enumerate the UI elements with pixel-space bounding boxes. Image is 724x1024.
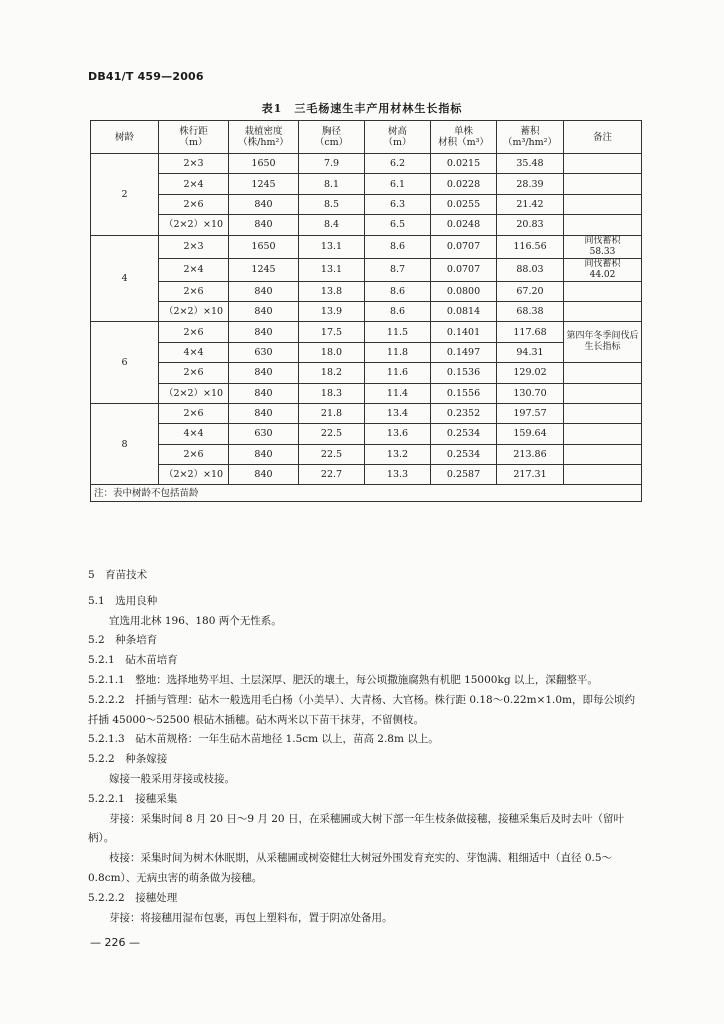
table-row (91, 465, 642, 485)
density-cell: 1245 (229, 258, 299, 281)
density-cell: 630 (229, 342, 299, 362)
remark-cell (564, 363, 642, 383)
density-cell: 840 (229, 215, 299, 235)
height-cell: 6.3 (365, 194, 431, 214)
density-cell: 840 (229, 281, 299, 301)
header-spacing: 株行距 （m） (159, 121, 229, 154)
stock-cell: 130.70 (497, 383, 564, 403)
section-5-2-2-2-title: 5.2.2.2 接穗处理 (88, 891, 178, 904)
volume-cell: 0.0707 (431, 258, 497, 281)
section-5-2-2-2-bud-grafting: 芽接：将接穗用湿布包裹，再包上塑料布，置于阴凉处备用。 (109, 911, 393, 924)
remark-cell (564, 383, 642, 403)
table-row (91, 403, 642, 423)
spacing-cell: （2×2）×10 (159, 215, 229, 235)
stock-cell: 28.39 (497, 174, 564, 194)
density-cell: 840 (229, 194, 299, 214)
dbh-cell: 8.1 (299, 174, 365, 194)
header-age: 树龄 (91, 121, 159, 154)
stock-cell: 20.83 (497, 215, 564, 235)
section-5-2-2-1-bud-grafting: 芽接：采集时间 8 月 20 日～9 月 20 日，在采穗圃或大树下部一年生枝条做接穗，接穗采集后及时去叶（留叶柄）。 (88, 812, 624, 845)
table-note: 注：表中树龄不包括苗龄 (91, 485, 642, 502)
section-5-2-1-title: 5.2.1 砧木苗培育 (88, 654, 178, 667)
density-cell: 1650 (229, 154, 299, 174)
remark-cell (564, 424, 642, 444)
age-cell: 6 (91, 322, 159, 404)
height-cell: 8.6 (365, 281, 431, 301)
header-dbh: 胸径 （cm） (299, 121, 365, 154)
dbh-cell: 18.3 (299, 383, 365, 403)
spacing-cell: 2×6 (159, 322, 229, 342)
height-cell: 13.4 (365, 403, 431, 423)
dbh-cell: 21.8 (299, 403, 365, 423)
table-row (91, 174, 642, 194)
spacing-cell: 2×4 (159, 258, 229, 281)
body-text (88, 562, 644, 928)
volume-cell: 0.0215 (431, 154, 497, 174)
table-row (91, 444, 642, 464)
height-cell: 11.8 (365, 342, 431, 362)
table-row (91, 363, 642, 383)
volume-cell: 0.0228 (431, 174, 497, 194)
section-5-1-text: 宜选用北林 196、180 两个无性系。 (109, 614, 282, 627)
section-5-2-2-title: 5.2.2 种条嫁接 (88, 753, 168, 766)
section-5-2-1-1: 5.2.1.1 整地：选择地势平坦、土层深厚、肥沃的壤土，每公顷撒施腐熟有机肥 15000kg 以上，深翻整平。 (88, 673, 598, 686)
remark-cell: 间伐蓄积 44.02 (564, 258, 642, 281)
remark-cell: 第四年冬季间伐后生长指标 (564, 322, 642, 363)
stock-cell: 88.03 (497, 258, 564, 281)
height-cell: 6.5 (365, 215, 431, 235)
height-cell: 11.4 (365, 383, 431, 403)
section-5-2-title: 5.2 种条培育 (88, 634, 158, 647)
spacing-cell: 4×4 (159, 424, 229, 444)
spacing-cell: 2×6 (159, 194, 229, 214)
table-row (91, 342, 642, 362)
height-cell: 8.7 (365, 258, 431, 281)
table-header-row (91, 121, 642, 154)
volume-cell: 0.2534 (431, 444, 497, 464)
volume-cell: 0.2587 (431, 465, 497, 485)
age-cell: 8 (91, 403, 159, 485)
spacing-cell: 2×4 (159, 174, 229, 194)
height-cell: 13.6 (365, 424, 431, 444)
remark-cell (564, 194, 642, 214)
remark-cell (564, 154, 642, 174)
spacing-cell: 2×6 (159, 363, 229, 383)
height-cell: 6.2 (365, 154, 431, 174)
table-row (91, 424, 642, 444)
table-row (91, 322, 642, 342)
table-note-row (91, 485, 642, 502)
density-cell: 840 (229, 322, 299, 342)
density-cell: 840 (229, 444, 299, 464)
section-5-1-title: 5.1 选用良种 (88, 594, 158, 607)
standard-code: DB41/T 459—2006 (88, 70, 204, 83)
stock-cell: 197.57 (497, 403, 564, 423)
density-cell: 1650 (229, 235, 299, 258)
table-caption: 表1 三毛杨速生丰产用材林生长指标 (261, 102, 463, 115)
age-cell: 4 (91, 235, 159, 322)
remark-cell (564, 301, 642, 321)
dbh-cell: 18.0 (299, 342, 365, 362)
spacing-cell: （2×2）×10 (159, 301, 229, 321)
remark-cell: 间伐蓄积 58.33 (564, 235, 642, 258)
density-cell: 840 (229, 363, 299, 383)
dbh-cell: 17.5 (299, 322, 365, 342)
volume-cell: 0.1536 (431, 363, 497, 383)
table-row (91, 258, 642, 281)
header-density: 栽植密度 （株/hm²） (229, 121, 299, 154)
section-5-2-2-2-planting: 5.2.2.2 扦插与管理：砧木一般选用毛白杨（小美旱）、大青杨、大官杨。株行距 0.18～0.22m×1.0m，即每公顷约扦插 45000～52500 根砧木插穗。砧木两米以下苗干抹芽，不留侧枝。 (88, 693, 635, 726)
height-cell: 11.6 (365, 363, 431, 383)
dbh-cell: 22.5 (299, 424, 365, 444)
section-5-2-2-1-title: 5.2.2.1 接穗采集 (88, 792, 178, 805)
volume-cell: 0.0248 (431, 215, 497, 235)
dbh-cell: 8.5 (299, 194, 365, 214)
height-cell: 8.6 (365, 235, 431, 258)
density-cell: 1245 (229, 174, 299, 194)
stock-cell: 159.64 (497, 424, 564, 444)
section-5-2-1-3: 5.2.1.3 砧木苗规格：一年生砧木苗地径 1.5cm 以上，苗高 2.8m 以上。 (88, 733, 439, 746)
volume-cell: 0.1497 (431, 342, 497, 362)
dbh-cell: 13.1 (299, 235, 365, 258)
stock-cell: 213.86 (497, 444, 564, 464)
spacing-cell: （2×2）×10 (159, 383, 229, 403)
remark-cell (564, 444, 642, 464)
height-cell: 13.2 (365, 444, 431, 464)
volume-cell: 0.1556 (431, 383, 497, 403)
table-row (91, 194, 642, 214)
density-cell: 840 (229, 383, 299, 403)
remark-cell (564, 465, 642, 485)
dbh-cell: 8.4 (299, 215, 365, 235)
height-cell: 8.6 (365, 301, 431, 321)
density-cell: 840 (229, 403, 299, 423)
stock-cell: 129.02 (497, 363, 564, 383)
stock-cell: 217.31 (497, 465, 564, 485)
header-stock-volume: 蓄积 （m³/hm²） (497, 121, 564, 154)
remark-cell (564, 403, 642, 423)
volume-cell: 0.1401 (431, 322, 497, 342)
spacing-cell: 2×6 (159, 444, 229, 464)
dbh-cell: 22.5 (299, 444, 365, 464)
density-cell: 840 (229, 465, 299, 485)
density-cell: 840 (229, 301, 299, 321)
header-height: 树高 （m） (365, 121, 431, 154)
table-row (91, 301, 642, 321)
section-5-2-2-1-branch-grafting: 枝接：采集时间为树木休眠期，从采穗圃或树姿健壮大树冠外围发育充实的、芽饱满、粗细适中（直径 0.5～0.8cm）、无病虫害的萌条做为接穗。 (88, 852, 613, 884)
volume-cell: 0.2534 (431, 424, 497, 444)
spacing-cell: 2×3 (159, 154, 229, 174)
dbh-cell: 7.9 (299, 154, 365, 174)
stock-cell: 68.38 (497, 301, 564, 321)
table-row (91, 154, 642, 174)
page-number: — 226 — (90, 936, 140, 949)
table-row (91, 281, 642, 301)
spacing-cell: 2×6 (159, 281, 229, 301)
spacing-cell: 4×4 (159, 342, 229, 362)
spacing-cell: 2×3 (159, 235, 229, 258)
section-5-title: 5 育苗技术 (88, 569, 148, 581)
table-body (91, 154, 642, 485)
volume-cell: 0.0707 (431, 235, 497, 258)
section-5-2-2-intro: 嫁接一般采用芽接或枝接。 (109, 772, 235, 785)
stock-cell: 117.68 (497, 322, 564, 342)
table-row (91, 215, 642, 235)
volume-cell: 0.0800 (431, 281, 497, 301)
height-cell: 6.1 (365, 174, 431, 194)
growth-table (90, 120, 642, 502)
age-cell: 2 (91, 154, 159, 236)
dbh-cell: 13.9 (299, 301, 365, 321)
table-row (91, 235, 642, 258)
dbh-cell: 13.1 (299, 258, 365, 281)
remark-cell (564, 174, 642, 194)
density-cell: 630 (229, 424, 299, 444)
height-cell: 13.3 (365, 465, 431, 485)
height-cell: 11.5 (365, 322, 431, 342)
header-volume-per-tree: 单株 材积（m³） (431, 121, 497, 154)
stock-cell: 21.42 (497, 194, 564, 214)
volume-cell: 0.0255 (431, 194, 497, 214)
remark-cell (564, 281, 642, 301)
stock-cell: 94.31 (497, 342, 564, 362)
table-row (91, 383, 642, 403)
stock-cell: 116.56 (497, 235, 564, 258)
volume-cell: 0.2352 (431, 403, 497, 423)
spacing-cell: 2×6 (159, 403, 229, 423)
remark-cell (564, 215, 642, 235)
spacing-cell: （2×2）×10 (159, 465, 229, 485)
stock-cell: 67.20 (497, 281, 564, 301)
volume-cell: 0.0814 (431, 301, 497, 321)
stock-cell: 35.48 (497, 154, 564, 174)
header-remarks: 备注 (564, 121, 642, 154)
dbh-cell: 18.2 (299, 363, 365, 383)
dbh-cell: 22.7 (299, 465, 365, 485)
dbh-cell: 13.8 (299, 281, 365, 301)
